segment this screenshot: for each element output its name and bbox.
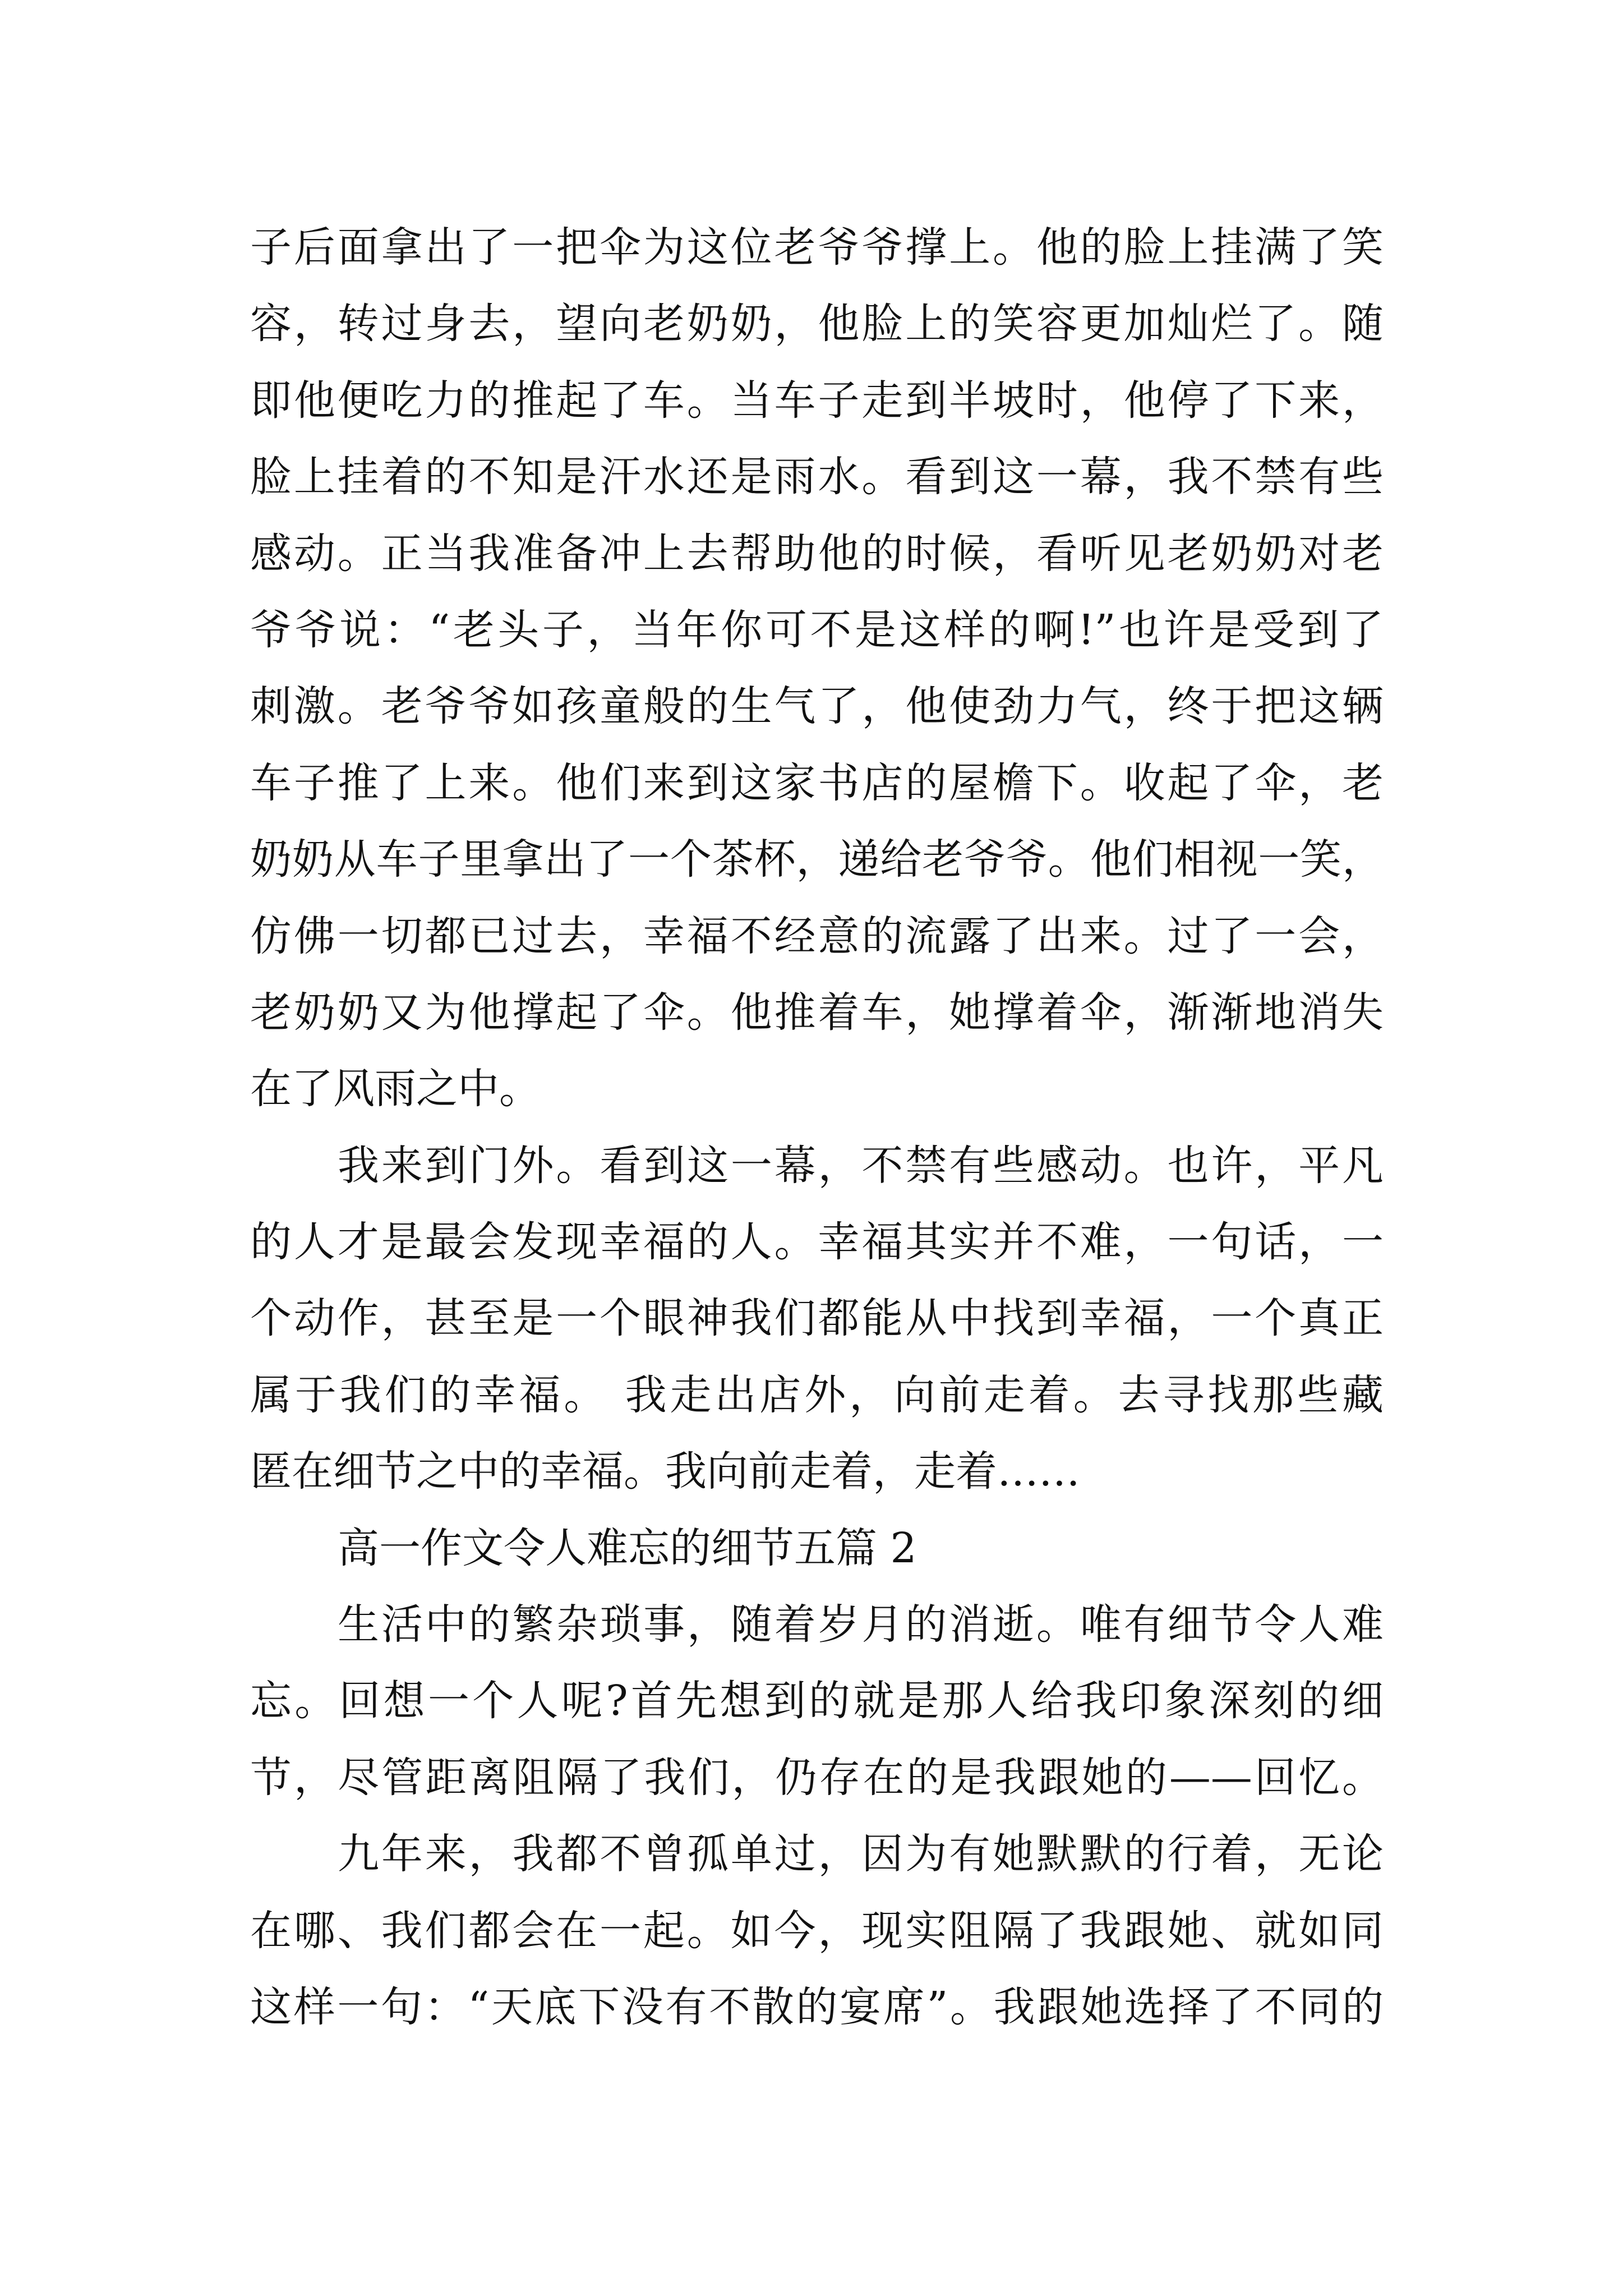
text-line: 生活中的繁杂琐事，随着岁月的消逝。唯有细节令人难 xyxy=(338,1600,1384,1649)
text-line: 的人才是最会发现幸福的人。幸福其实并不难，一句话，一 xyxy=(250,1218,1384,1267)
text-line: 子后面拿出了一把伞为这位老爷爷撑上。他的脸上挂满了笑 xyxy=(250,223,1384,272)
paragraph xyxy=(250,1586,1384,1816)
section-heading xyxy=(250,1510,1384,1586)
text-line: 节，尽管距离阻隔了我们，仍存在的是我跟她的——回忆。 xyxy=(250,1753,1384,1802)
text-line: 容，转过身去，望向老奶奶，他脸上的笑容更加灿烂了。随 xyxy=(250,300,1384,348)
text-line: 奶奶从车子里拿出了一个茶杯，递给老爷爷。他们相视一笑， xyxy=(250,835,1384,884)
text-line: 九年来，我都不曾孤单过，因为有她默默的行着，无论 xyxy=(338,1830,1384,1879)
heading-line: 高一作文令人难忘的细节五篇 2 xyxy=(338,1524,917,1572)
text-line: 仿佛一切都已过去，幸福不经意的流露了出来。过了一会， xyxy=(250,912,1384,960)
text-line: 属于我们的幸福。 我走出店外，向前走着。去寻找那些藏 xyxy=(250,1370,1384,1419)
paragraph xyxy=(250,1816,1384,2045)
text-line: 脸上挂着的不知是汗水还是雨水。看到这一幕，我不禁有些 xyxy=(250,453,1384,501)
text-line: 即他便吃力的推起了车。当车子走到半坡时，他停了下来， xyxy=(250,376,1384,425)
paragraph xyxy=(250,1128,1384,1510)
text-line: 老奶奶又为他撑起了伞。他推着车，她撑着伞，渐渐地消失 xyxy=(250,988,1384,1037)
paragraph-continuation xyxy=(250,209,1384,1128)
text-line: 车子推了上来。他们来到这家书店的屋檐下。收起了伞，老 xyxy=(250,758,1384,807)
body-text xyxy=(250,209,1384,2045)
text-line: 在了风雨之中。 xyxy=(250,1065,541,1114)
text-line: 个动作，甚至是一个眼神我们都能从中找到幸福，一个真正 xyxy=(250,1294,1384,1343)
text-line: 爷爷说：“老头子，当年你可不是这样的啊!”也许是受到了 xyxy=(250,605,1384,654)
text-line: 忘。回想一个人呢?首先想到的就是那人给我印象深刻的细 xyxy=(250,1677,1384,1726)
text-line: 感动。正当我准备冲上去帮助他的时候，看听见老奶奶对老 xyxy=(250,529,1384,578)
text-line: 这样一句：“天底下没有不散的宴席”。我跟她选择了不同的 xyxy=(250,1982,1384,2031)
text-line: 在哪、我们都会在一起。如今，现实阻隔了我跟她、就如同 xyxy=(250,1906,1384,1955)
text-line: 我来到门外。看到这一幕，不禁有些感动。也许，平凡 xyxy=(338,1141,1384,1190)
text-line: 匿在细节之中的幸福。我向前走着，走着…… xyxy=(250,1447,1080,1496)
text-line: 刺激。老爷爷如孩童般的生气了，他使劲力气，终于把这辆 xyxy=(250,682,1384,731)
